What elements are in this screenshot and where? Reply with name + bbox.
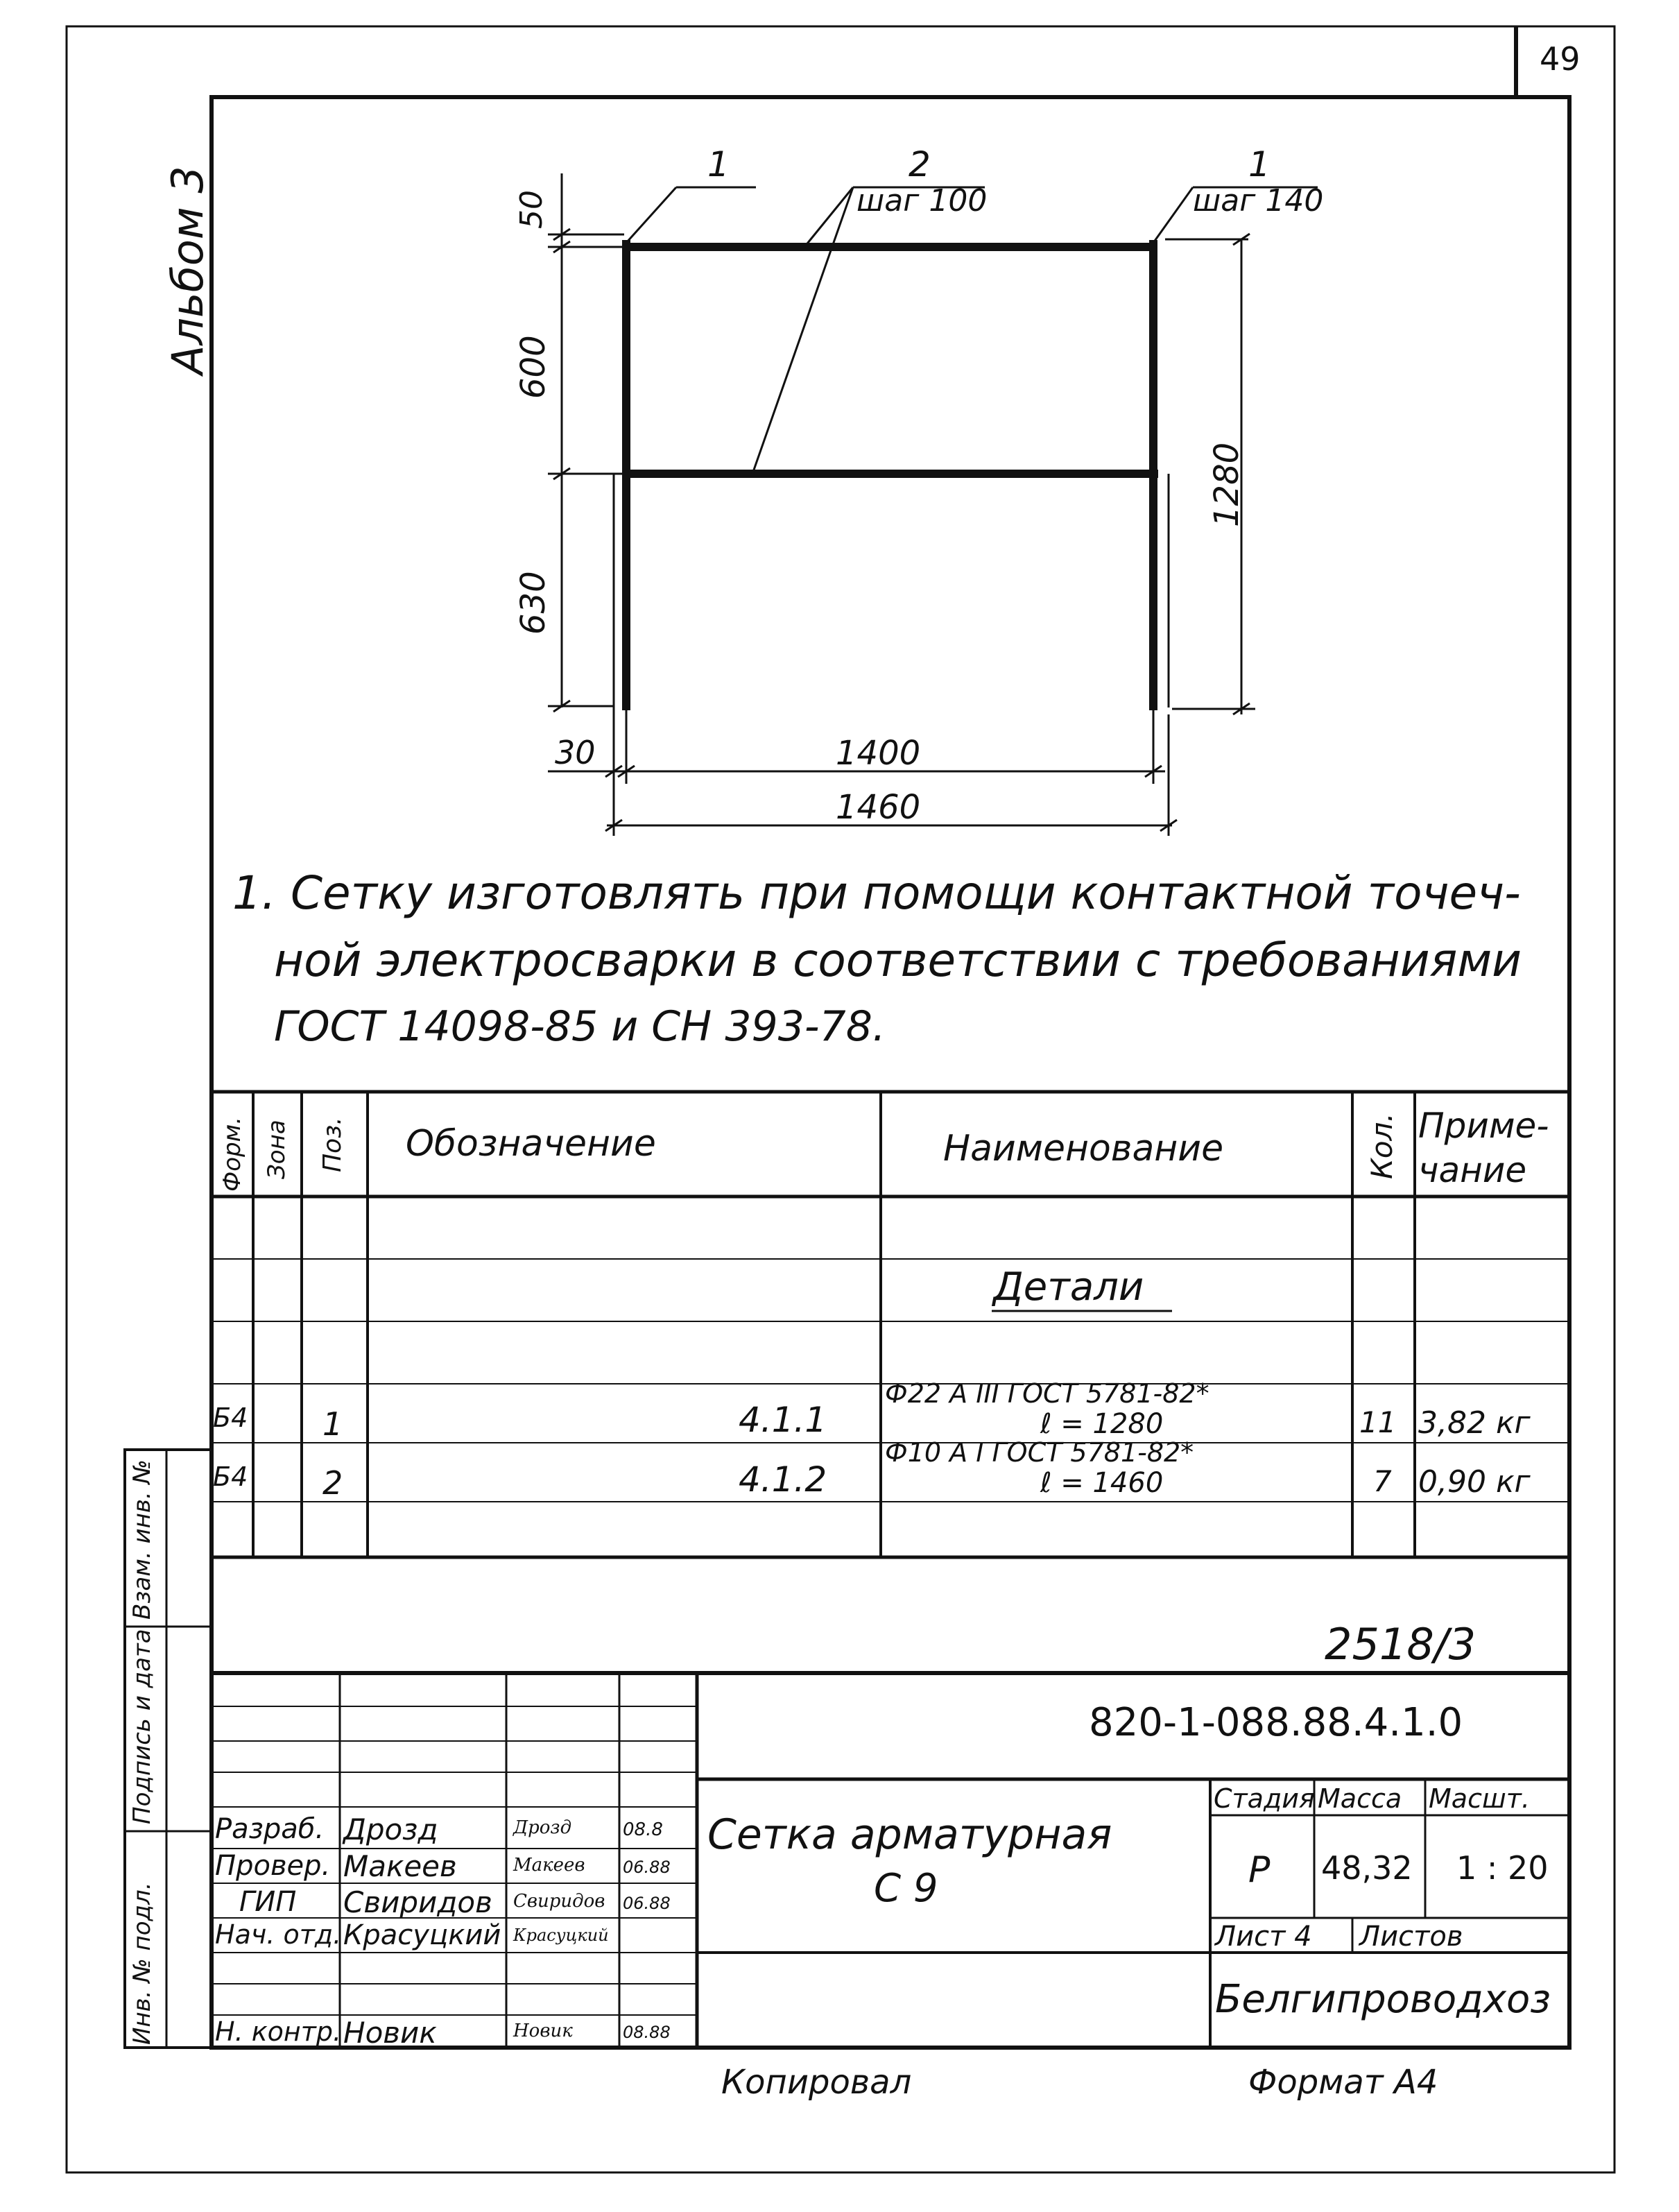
- scale-label: Масшт.: [1429, 1783, 1530, 1814]
- date-razrab: 08.8: [623, 1819, 663, 1840]
- note-line-2: ной электросварки в соответствии с требованиями: [274, 934, 1522, 987]
- header-note-2: чание: [1418, 1150, 1527, 1190]
- header-pos: Поз.: [318, 1117, 347, 1172]
- header-name: Наименование: [943, 1128, 1224, 1169]
- header-zone: Зона: [263, 1120, 291, 1179]
- callout-2-step: шаг 100: [856, 183, 988, 218]
- sheets-count: Листов: [1359, 1921, 1463, 1953]
- sheet-reference: 2518/3: [1325, 1619, 1476, 1670]
- role-nach-otd: Нач. отд.: [215, 1919, 342, 1950]
- dim-600: 600: [514, 335, 553, 399]
- header-qty: Кол.: [1365, 1113, 1399, 1179]
- name-prover: Макеев: [343, 1849, 457, 1883]
- sig-razrab: Дрозд: [513, 1817, 572, 1838]
- role-razrab: Разраб.: [215, 1813, 325, 1845]
- note-line-1: 1. Сетку изготовлять при помощи контактной точеч-: [232, 866, 1521, 920]
- dim-30: 30: [555, 734, 596, 771]
- sig-nach-otd: Красуцкий: [513, 1926, 609, 1945]
- drawing-title-2: С 9: [874, 1866, 938, 1911]
- dim-1400: 1400: [836, 734, 921, 773]
- row2-qty: 7: [1373, 1464, 1392, 1498]
- role-prover: Провер.: [215, 1850, 331, 1882]
- row1-name-1: Ф22 А III ГОСТ 5781-82*: [885, 1378, 1209, 1409]
- row1-note: 3,82 кг: [1418, 1405, 1531, 1441]
- sig-prover: Макеев: [513, 1855, 585, 1876]
- label-inv-podl: Инв. № подл.: [128, 1882, 156, 2045]
- date-prover: 06.88: [623, 1858, 671, 1877]
- header-note-1: Приме-: [1418, 1106, 1549, 1146]
- row1-qty: 11: [1359, 1405, 1397, 1439]
- row1-format: Б4: [213, 1403, 248, 1433]
- organization: Белгипроводхоз: [1215, 1977, 1551, 2022]
- sheet-number: Лист 4: [1215, 1921, 1312, 1953]
- label-vzam-inv: Взам. инв. №: [128, 1459, 156, 1620]
- page-number: 49: [1540, 40, 1581, 78]
- row1-designation: 4.1.1: [739, 1400, 827, 1440]
- callout-1-right: 1: [1248, 144, 1271, 185]
- date-n-kontr: 08.88: [623, 2023, 671, 2042]
- row2-format: Б4: [213, 1461, 248, 1492]
- note-line-3: ГОСТ 14098-85 и СН 393-78.: [274, 1002, 886, 1051]
- sig-gip: Свиридов: [513, 1891, 605, 1912]
- row2-name-2: ℓ = 1460: [1040, 1467, 1164, 1499]
- dim-630: 630: [514, 571, 553, 635]
- name-nach-otd: Красуцкий: [343, 1919, 501, 1951]
- date-gip: 06.88: [623, 1894, 671, 1913]
- drawing-title-1: Сетка арматурная: [707, 1810, 1112, 1859]
- mass-label: Масса: [1318, 1783, 1402, 1814]
- stage-value: Р: [1248, 1849, 1271, 1891]
- label-podpis-data: Подпись и дата: [128, 1629, 156, 1824]
- mass-value: 48,32: [1321, 1849, 1413, 1887]
- name-gip: Свиридов: [343, 1885, 492, 1919]
- scale-value: 1 : 20: [1456, 1849, 1549, 1887]
- header-format: Форм.: [218, 1116, 246, 1192]
- album-label: Альбом 3: [162, 166, 213, 375]
- dim-1280: 1280: [1207, 442, 1246, 527]
- dim-1460: 1460: [836, 788, 921, 827]
- row2-pos: 2: [322, 1464, 343, 1502]
- callout-2: 2: [909, 144, 931, 185]
- dim-50: 50: [514, 190, 549, 229]
- row2-name-1: Ф10 А I ГОСТ 5781-82*: [885, 1437, 1194, 1468]
- stage-label: Стадия: [1214, 1783, 1315, 1814]
- sig-n-kontr: Новик: [513, 2021, 573, 2041]
- footer-format: Формат А4: [1248, 2063, 1438, 2102]
- row2-designation: 4.1.2: [739, 1459, 827, 1500]
- callout-1-left: 1: [707, 144, 730, 185]
- role-n-kontr: Н. контр.: [215, 2016, 342, 2047]
- inner-frame: [212, 97, 1569, 2048]
- document-code: 820-1-088.88.4.1.0: [1089, 1700, 1463, 1745]
- name-razrab: Дрозд: [343, 1812, 438, 1846]
- callout-1-right-step: шаг 140: [1193, 183, 1324, 218]
- header-designation: Обозначение: [406, 1123, 656, 1165]
- row2-note: 0,90 кг: [1418, 1464, 1531, 1500]
- row1-pos: 1: [322, 1405, 343, 1443]
- section-title: Детали: [993, 1264, 1144, 1310]
- name-n-kontr: Новик: [343, 2016, 437, 2050]
- footer-copied: Копировал: [721, 2063, 912, 2102]
- role-gip: ГИП: [239, 1886, 297, 1918]
- row1-name-2: ℓ = 1280: [1040, 1408, 1164, 1440]
